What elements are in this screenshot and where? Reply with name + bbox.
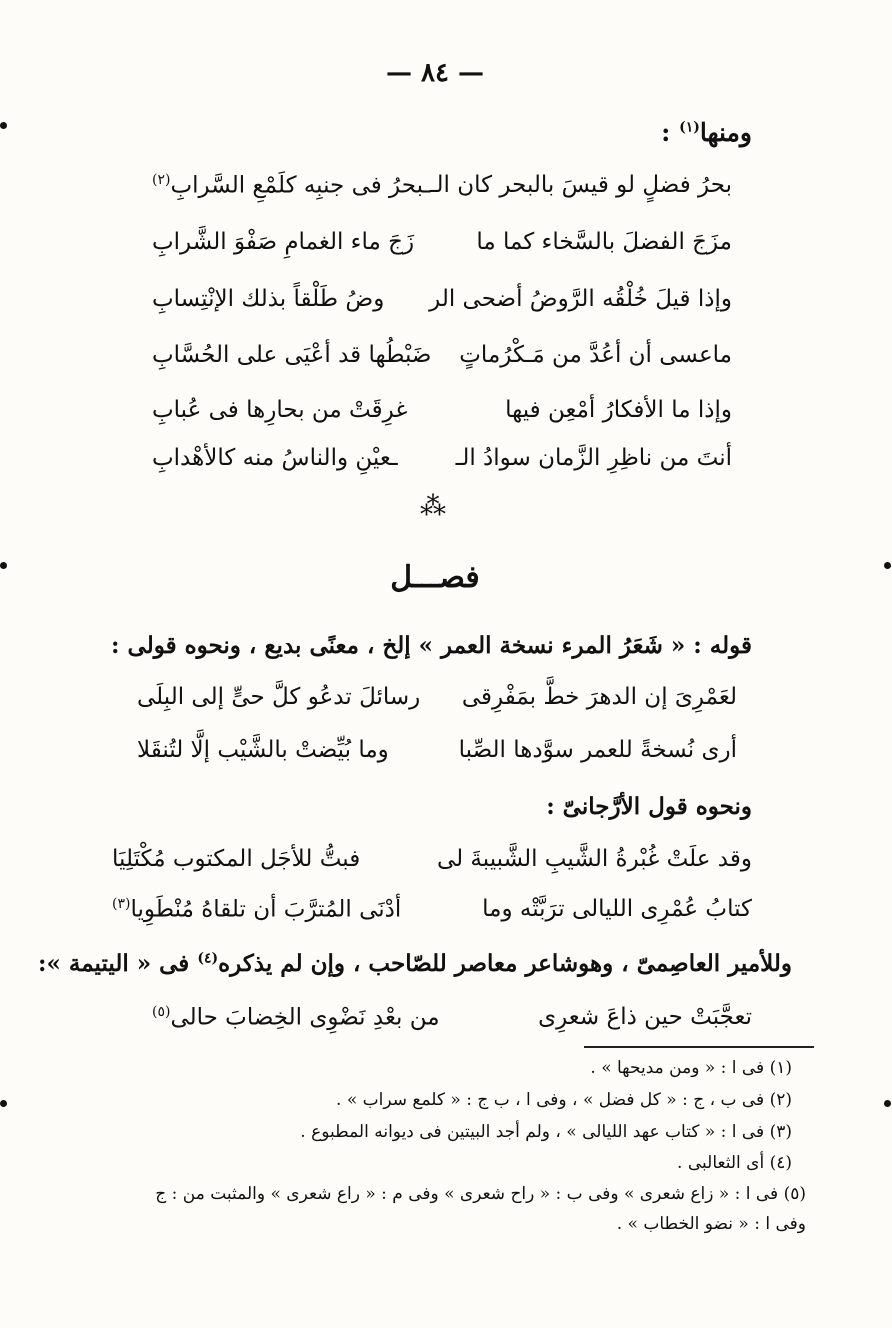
ornament-asterism: ⁂ bbox=[420, 492, 446, 522]
verse-first-hemistich: تعجَّبَتْ حين ذاعَ شعرِى bbox=[538, 1004, 752, 1030]
arrajani-line: ونحوه قول الأرَّجانىّ : bbox=[546, 793, 752, 820]
scan-edge-mark bbox=[0, 122, 7, 129]
verse-line bbox=[152, 445, 732, 495]
verse-first-hemistich: وإذا قيلَ خُلْقُه الرَّوضُ أضحى الر bbox=[429, 286, 732, 312]
verse-first-hemistich: وإذا ما الأفكارُ أمْعِن فيها bbox=[505, 397, 732, 423]
verse-second-hemistich: زَجَ ماء الغمامِ صَفْوَ الشَّرابِ bbox=[152, 229, 415, 255]
verse-line bbox=[152, 286, 732, 336]
verse-line bbox=[112, 846, 752, 896]
footnote-ref-4: (٤) bbox=[197, 950, 219, 967]
page-number: — ٨٤ — bbox=[385, 58, 485, 88]
footnote-ref-2: (٢) bbox=[152, 172, 171, 188]
scan-edge-mark bbox=[0, 1100, 7, 1107]
verse-second-hemistich: ـعيْنِ والناسُ منه كالأهْدابِ bbox=[152, 445, 398, 471]
verse-first-hemistich: مزَجَ الفضلَ بالسَّخاء كما ما bbox=[476, 229, 732, 255]
verse-first-hemistich: أرى نُسخةً للعمر سوَّدها الصِّبا bbox=[458, 737, 737, 763]
scan-edge-mark bbox=[0, 562, 7, 569]
verse-second-hemistich: ضَبْطُها قد أعْيَى على الحُسَّابِ bbox=[152, 342, 432, 368]
footnote-ref-3: (٣) bbox=[112, 896, 131, 912]
verse-second-hemistich: غرِقَتْ من بحارِها فى عُبابِ bbox=[152, 397, 408, 423]
footnote-separator bbox=[584, 1046, 814, 1048]
quote-line: قوله : « شَعَرُ المرء نسخة العمر » إلخ ، معنًى بديع ، ونحوه قولى : bbox=[111, 632, 752, 659]
footnote: (١) فى ا : « ومن مديحها » . bbox=[590, 1058, 792, 1078]
footnote: (٣) فى ا : « كتاب عهد الليالى » ، ولم أجد البيتين فى ديوانه المطبوع . bbox=[300, 1122, 792, 1142]
verse-line bbox=[152, 172, 732, 222]
verse-line bbox=[152, 397, 732, 447]
scan-edge-mark bbox=[884, 562, 891, 569]
intro-colon: : bbox=[661, 118, 671, 147]
section-heading: فصـــل bbox=[390, 560, 480, 595]
intro-text: ومنها bbox=[699, 118, 752, 147]
footnote: وفى ا : « نضو الخطاب » . bbox=[616, 1214, 806, 1234]
verse-second-hemistich: أدْنَى المُترَّبَ أن تلقاهُ مُنْطَوِيا$^{(٣)}$ bbox=[112, 896, 402, 923]
verse-first-hemistich: بحرُ فضلٍ لو قيسَ بالبحر كان الـ bbox=[429, 172, 732, 198]
verse-line bbox=[112, 896, 752, 946]
verse-first-hemistich: ماعسى أن أعُدَّ من مَـكْرُماتٍ bbox=[459, 342, 732, 368]
verse-line bbox=[137, 737, 737, 787]
verse-line bbox=[152, 342, 732, 392]
verse-second-hemistich: وضُ طَلْقاً بذلك الإنْتِسابِ bbox=[152, 286, 385, 312]
footnote: (٤) أى الثعالبى . bbox=[677, 1153, 792, 1173]
verse-first-hemistich: لعَمْرِىَ إن الدهرَ خطَّ بمَفْرِقى bbox=[461, 684, 737, 710]
footnote: (٥) فى ا : « زاع شعرى » وفى ب : « راح شعرى » وفى م : « راع شعرى » والمثبت من : ج bbox=[155, 1184, 806, 1204]
verse-first-hemistich: وقد علَتْ غُبْرةُ الشَّيبِ الشَّبيبةَ لى bbox=[436, 846, 752, 872]
footnote-ref-1: (١) bbox=[679, 119, 700, 136]
amir-line: وللأمير العاصِمىّ ، وهوشاعر معاصر للصّاحب ، وإن لم يذكره$^{(٤)}$ فى « اليتيمة »: bbox=[38, 950, 792, 977]
footnote: (٢) فى ب ، ج : « كل فضل » ، وفى ا ، ب ج : « كلمع سراب » . bbox=[336, 1090, 792, 1110]
verse-first-hemistich: كتابُ عُمْرِى الليالى ترَبَّتْه وما bbox=[482, 896, 752, 922]
verse-line bbox=[137, 684, 737, 734]
verse-second-hemistich: وما بُيِّضتْ بالشَّيْب إلَّا لتُنقَلا bbox=[137, 737, 389, 763]
verse-first-hemistich: أنتَ من ناظِرِ الزَّمان سوادُ الـ bbox=[455, 445, 732, 471]
intro-line bbox=[661, 118, 752, 147]
verse-second-hemistich: رسائلَ تدعُو كلَّ حىٍّ إلى البِلَى bbox=[137, 684, 421, 710]
verse-second-hemistich: من بعْدِ نَضْوِى الخِضابَ حالى$^{(٥)}$ bbox=[152, 1004, 440, 1031]
verse-line bbox=[152, 229, 732, 279]
verse-second-hemistich: ـبحرُ فى جنبِه كلَمْعِ السَّرابِ$^{(٢)}$ bbox=[152, 172, 431, 199]
scan-edge-mark bbox=[884, 1100, 891, 1107]
footnote-ref-5: (٥) bbox=[152, 1004, 171, 1020]
verse-second-hemistich: فبتُّ للأجَل المكتوب مُكْتَلِيَا bbox=[112, 846, 361, 872]
